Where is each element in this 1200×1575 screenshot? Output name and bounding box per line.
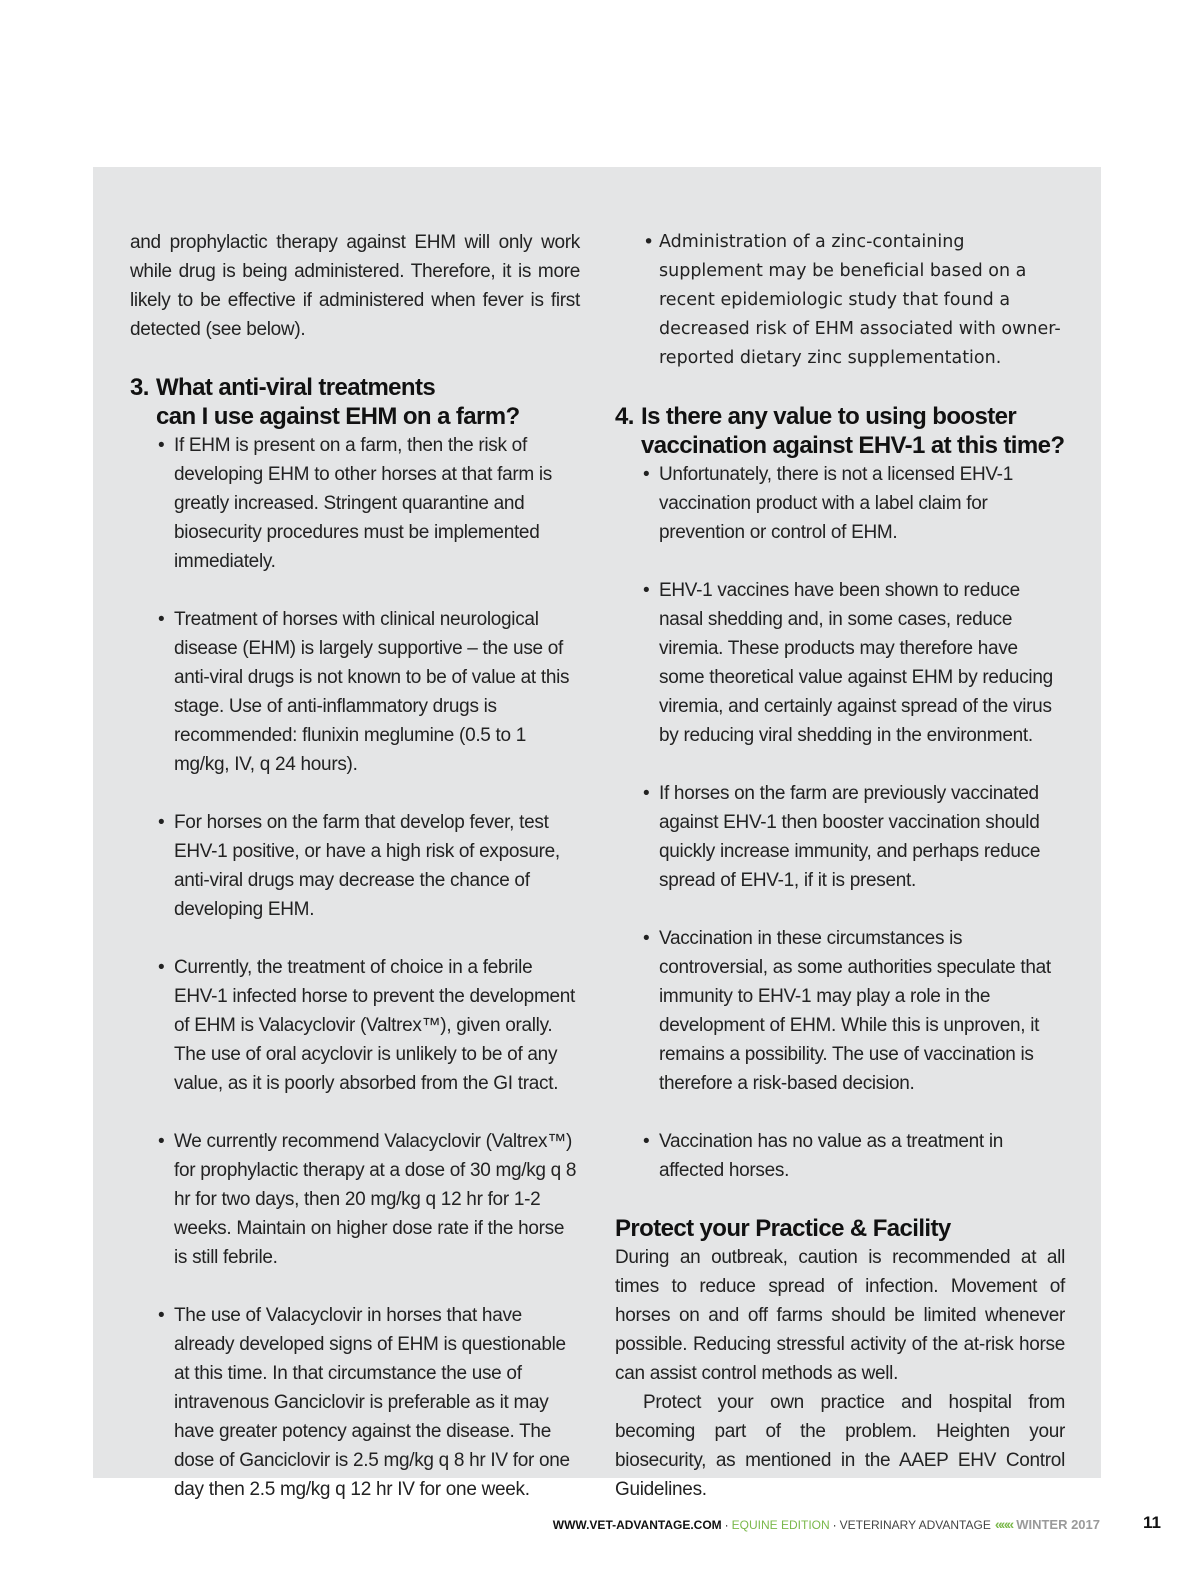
- bullet-icon: •: [158, 812, 165, 833]
- footer-magazine: VETERINARY ADVANTAGE: [839, 1518, 991, 1532]
- list-item: • We currently recommend Valacyclovir (Valtrex™) for prophylactic therapy at a dose of 30 mg/kg q 8 hr for two days, then 20 mg/kg q 12 hr for 1-2 weeks. Maintain on higher dose rate if the horse is still febrile.: [130, 1127, 580, 1272]
- list-item: • EHV-1 vaccines have been shown to reduce nasal shedding and, in some cases, reduce viremia. These products may therefore have some theoretical value against EHM by reducing viremia, and certainly against spread of the virus by reducing viral shedding in the environment.: [615, 576, 1065, 750]
- right-column: [615, 228, 1065, 1504]
- question-3-heading: [130, 373, 580, 431]
- question-4-bullets: [615, 460, 1065, 1185]
- page-number: 11: [1143, 1513, 1161, 1532]
- protect-paragraph-2: Protect your own practice and hospital from becoming part of the problem. Heighten your biosecurity, as mentioned in the AAEP EHV Control Guidelines.: [615, 1392, 1065, 1500]
- bullet-icon: •: [643, 783, 650, 804]
- list-item: • Vaccination in these circumstances is controversial, as some authorities speculate that immunity to EHV-1 may play a role in the development of EHM. While this is unproven, it remains a possibility. The use of vaccination is therefore a risk-based decision.: [615, 924, 1065, 1098]
- footer-separator: ·: [832, 1518, 837, 1532]
- question-3-bullets: [130, 431, 580, 1504]
- page-footer: [553, 1514, 1100, 1534]
- bullet-icon: •: [158, 435, 165, 456]
- zinc-bullet-list: [615, 228, 1065, 373]
- list-item: • Administration of a zinc-containing supplement may be beneficial based on a recent epidemiologic study that found a decreased risk of EHM associated with owner-reported dietary zinc supplementation.: [615, 228, 1065, 373]
- bullet-icon: •: [643, 580, 650, 601]
- bullet-icon: •: [643, 928, 650, 949]
- protect-heading: Protect your Practice & Facility: [615, 1215, 951, 1242]
- question-4-number: 4.: [615, 403, 634, 430]
- list-item: • Treatment of horses with clinical neurological disease (EHM) is largely supportive – the use of anti-viral drugs is not known to be of value at this stage. Use of anti-inflammatory drugs is recommended: flunixin meglumine (0.5 to 1 mg/kg, IV, q 24 hours).: [130, 605, 580, 779]
- list-item: • The use of Valacyclovir in horses that have already developed signs of EHM is questionable at this time. In that circumstance the use of intravenous Ganciclovir is preferable as it may have greater potency against the disease. The dose of Ganciclovir is 2.5 mg/kg q 8 hr IV for one day then 2.5 mg/kg q 12 hr IV for one week.: [130, 1301, 580, 1504]
- intro-paragraph: and prophylactic therapy against EHM will only work while drug is being administered. Therefore, it is more likely to be effective if administered when fever is first detected (see below).: [130, 232, 580, 340]
- question-3-line-2: can I use against EHM on a farm?: [156, 403, 520, 430]
- question-3-line-1: What anti-viral treatments: [156, 374, 436, 401]
- bullet-icon: •: [158, 1131, 165, 1152]
- chevrons-icon: «««: [994, 1516, 1013, 1532]
- question-4-line-1: Is there any value to using booster: [641, 403, 1017, 430]
- list-item: • If EHM is present on a farm, then the risk of developing EHM to other horses at that farm is greatly increased. Stringent quarantine and biosecurity procedures must be implemented immediately.: [130, 431, 580, 576]
- question-4-heading: [615, 402, 1065, 460]
- list-item: • Vaccination has no value as a treatment in affected horses.: [615, 1127, 1065, 1185]
- list-item: • Unfortunately, there is not a licensed EHV-1 vaccination product with a label claim for prevention or control of EHM.: [615, 460, 1065, 547]
- protect-paragraph-1: During an outbreak, caution is recommended at all times to reduce spread of infection. Movement of horses on and off farms should be limited whenever possible. Reducing stressful activity of the at-risk horse can assist control methods as well.: [615, 1247, 1065, 1384]
- bullet-icon: •: [643, 1131, 650, 1152]
- footer-season: WINTER 2017: [1016, 1517, 1100, 1532]
- bullet-icon: •: [643, 231, 655, 253]
- bullet-icon: •: [643, 464, 650, 485]
- footer-separator: ·: [724, 1518, 729, 1532]
- footer-edition: EQUINE EDITION: [731, 1518, 830, 1532]
- bullet-icon: •: [158, 1305, 165, 1326]
- list-item: • Currently, the treatment of choice in a febrile EHV-1 infected horse to prevent the development of EHM is Valacyclovir (Valtrex™), given orally. The use of oral acyclovir is unlikely to be of any value, as it is poorly absorbed from the GI tract.: [130, 953, 580, 1098]
- list-item: • If horses on the farm are previously vaccinated against EHV-1 then booster vaccination should quickly increase immunity, and perhaps reduce spread of EHV-1, if it is present.: [615, 779, 1065, 895]
- list-item: • For horses on the farm that develop fever, test EHV-1 positive, or have a high risk of exposure, anti-viral drugs may decrease the chance of developing EHM.: [130, 808, 580, 924]
- question-4-line-2: vaccination against EHV-1 at this time?: [641, 432, 1065, 459]
- footer-website-link[interactable]: WWW.VET-ADVANTAGE.COM: [552, 1518, 722, 1532]
- question-3-number: 3.: [130, 374, 149, 401]
- left-column: [130, 228, 580, 1504]
- bullet-icon: •: [158, 957, 165, 978]
- bullet-icon: •: [158, 609, 165, 630]
